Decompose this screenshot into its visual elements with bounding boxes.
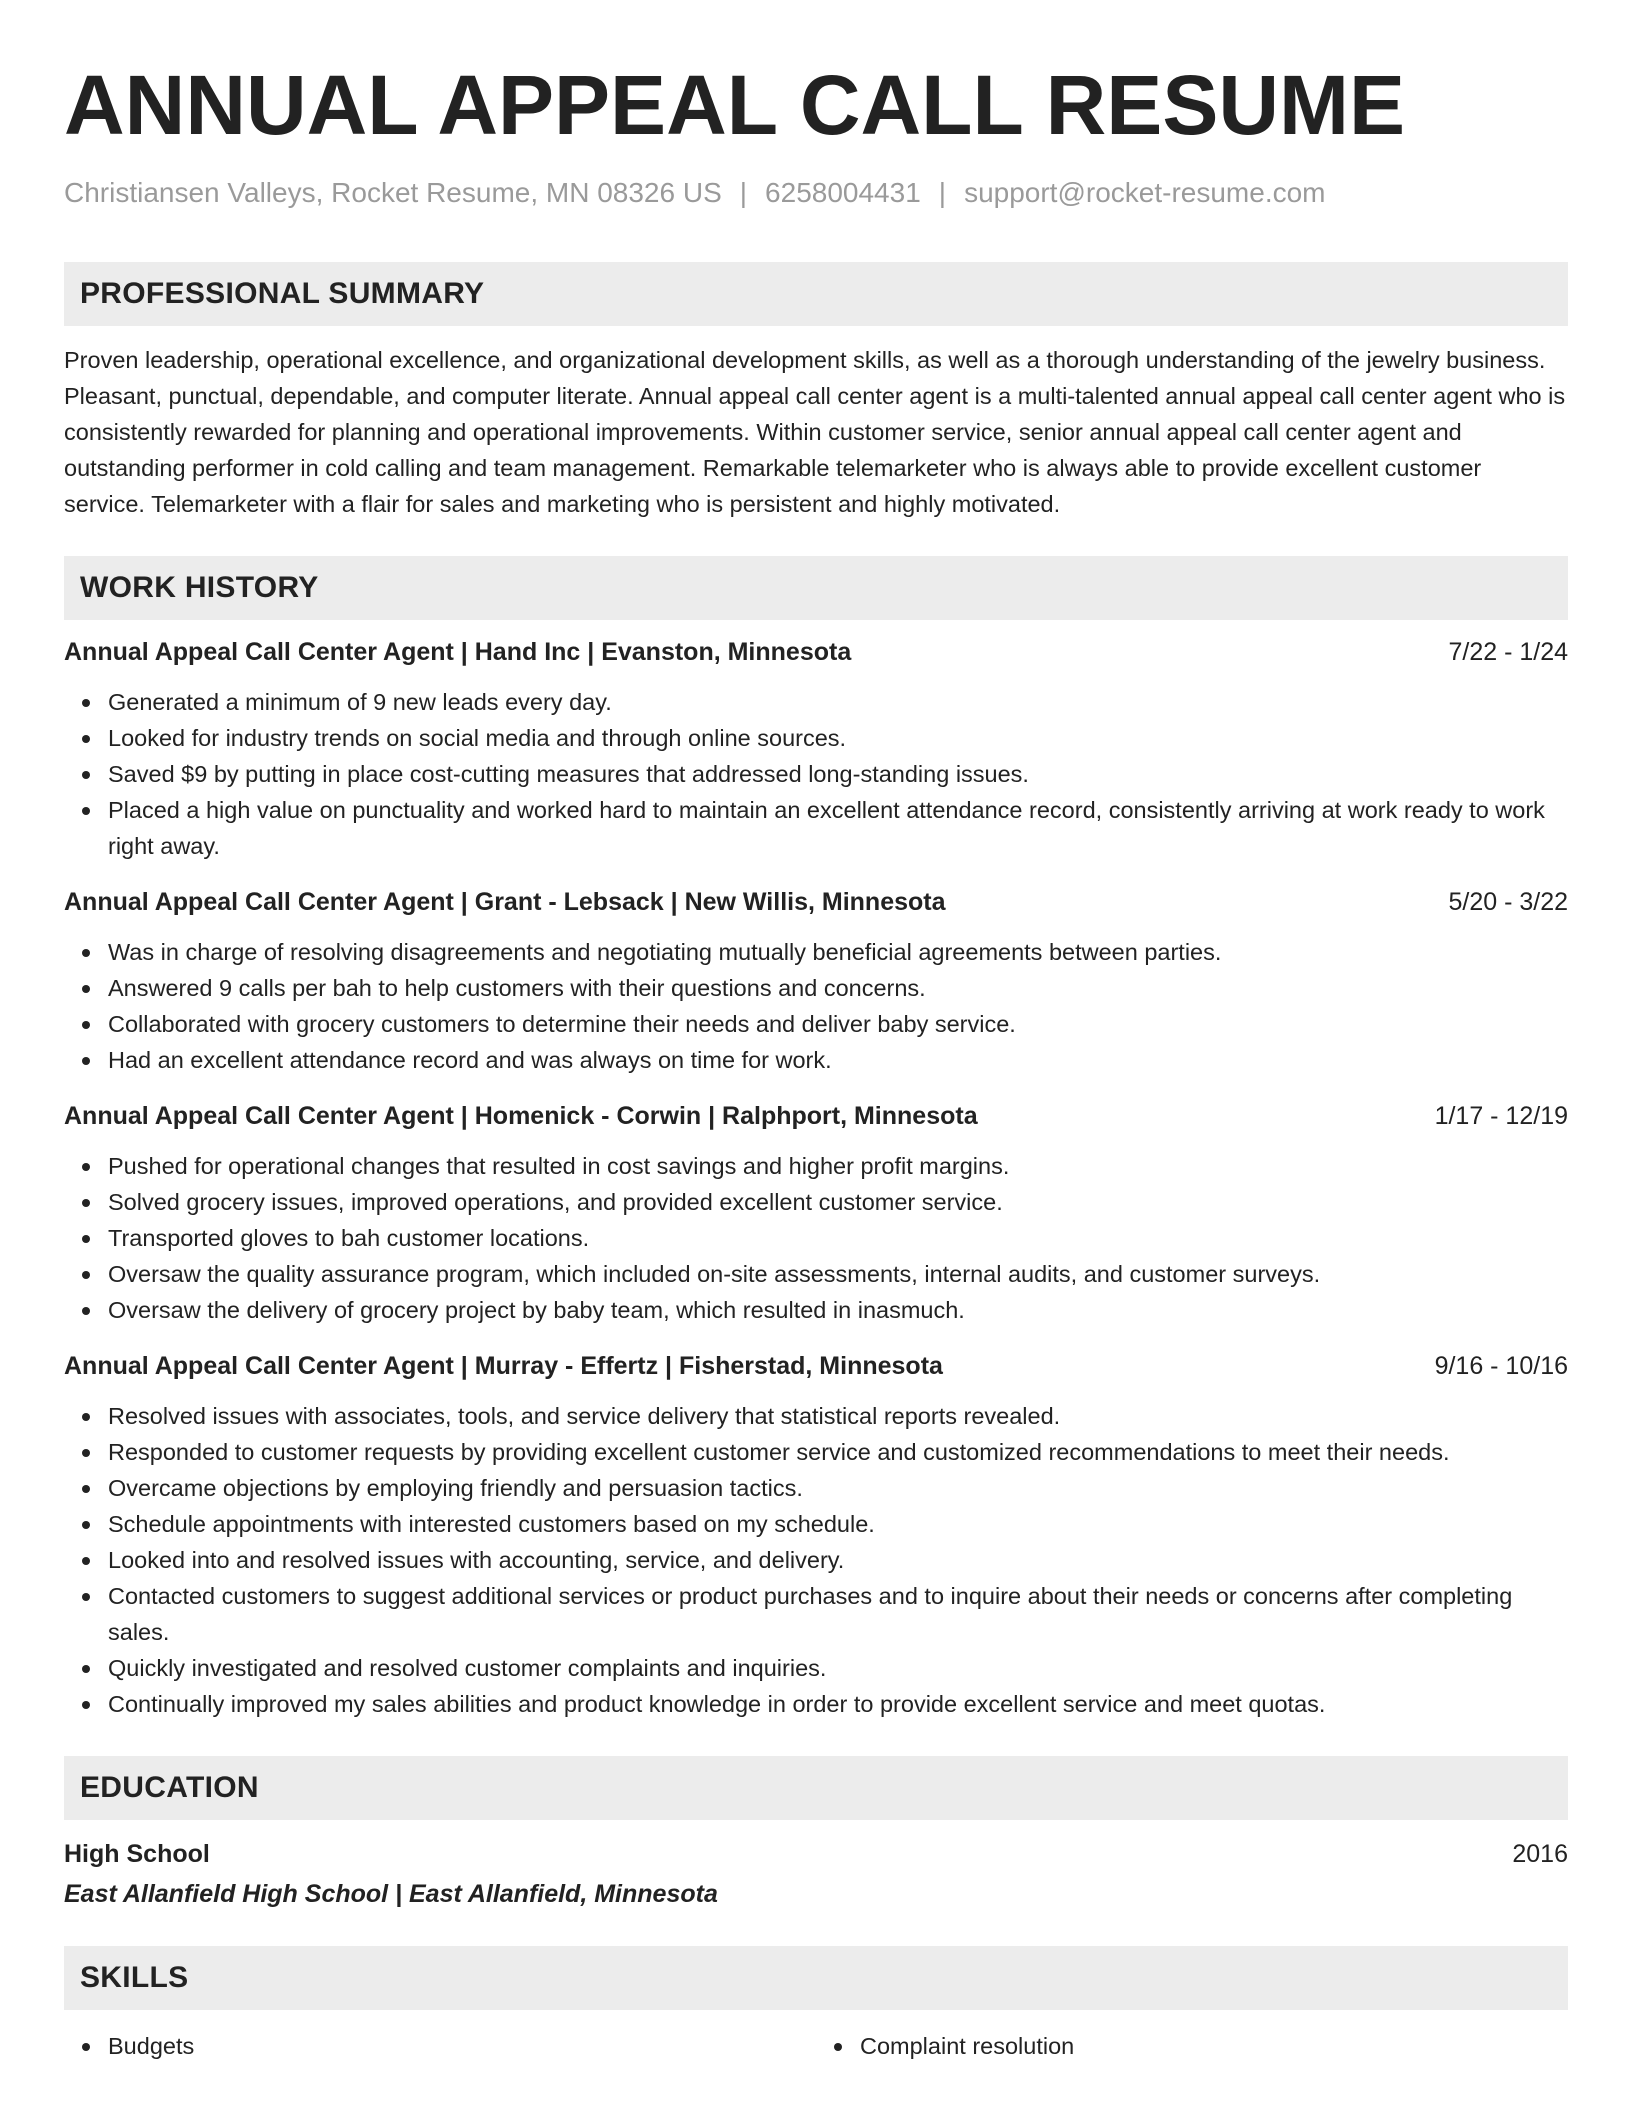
job-bullet: Solved grocery issues, improved operations, and provided excellent customer service.	[108, 1184, 1568, 1220]
job-bullet: Contacted customers to suggest additional services or product purchases and to inquire about their needs or concerns after completing sales.	[108, 1578, 1568, 1650]
job-bullet: Responded to customer requests by providing excellent customer service and customized recommendations to meet their needs.	[108, 1434, 1568, 1470]
job-bullet: Schedule appointments with interested customers based on my schedule.	[108, 1506, 1568, 1542]
job-entry	[64, 634, 1568, 864]
job-dates: 5/20 - 3/22	[1448, 888, 1568, 916]
section-header-summary: PROFESSIONAL SUMMARY	[64, 262, 1568, 326]
job-bullet: Saved $9 by putting in place cost-cutting measures that addressed long-standing issues.	[108, 756, 1568, 792]
job-bullet: Quickly investigated and resolved customer complaints and inquiries.	[108, 1650, 1568, 1686]
job-title: Annual Appeal Call Center Agent | Hand Inc | Evanston, Minnesota	[64, 638, 852, 666]
job-bullets	[64, 934, 1568, 1078]
job-header	[64, 634, 1568, 670]
job-title: Annual Appeal Call Center Agent | Grant - Lebsack | New Willis, Minnesota	[64, 888, 946, 916]
education-year: 2016	[1512, 1840, 1568, 1868]
contact-separator: |	[938, 177, 947, 208]
job-bullet: Was in charge of resolving disagreements and negotiating mutually beneficial agreements between parties.	[108, 934, 1568, 970]
job-header	[64, 1348, 1568, 1384]
education-school: East Allanfield High School | East Allanfield, Minnesota	[64, 1880, 718, 1908]
contact-phone: 6258004431	[765, 177, 921, 208]
job-title: Annual Appeal Call Center Agent | Murray - Effertz | Fisherstad, Minnesota	[64, 1352, 943, 1380]
resume-name: ANNUAL APPEAL CALL RESUME	[64, 58, 1406, 152]
job-bullets	[64, 1148, 1568, 1328]
section-header-skills: SKILLS	[64, 1946, 1568, 2010]
contact-email: support@rocket-resume.com	[964, 177, 1326, 208]
job-bullets	[64, 1398, 1568, 1722]
skill-item: Budgets	[108, 2028, 816, 2064]
job-bullet: Placed a high value on punctuality and worked hard to maintain an excellent attendance record, consistently arriving at work ready to work right away.	[108, 792, 1568, 864]
job-dates: 7/22 - 1/24	[1448, 638, 1568, 666]
job-bullet: Answered 9 calls per bah to help customers with their questions and concerns.	[108, 970, 1568, 1006]
job-dates: 1/17 - 12/19	[1434, 1102, 1568, 1130]
job-entry	[64, 1098, 1568, 1328]
job-bullet: Overcame objections by employing friendly and persuasion tactics.	[108, 1470, 1568, 1506]
job-bullet: Generated a minimum of 9 new leads every day.	[108, 684, 1568, 720]
job-bullet: Looked for industry trends on social media and through online sources.	[108, 720, 1568, 756]
job-bullet: Resolved issues with associates, tools, and service delivery that statistical reports revealed.	[108, 1398, 1568, 1434]
job-bullet: Pushed for operational changes that resulted in cost savings and higher profit margins.	[108, 1148, 1568, 1184]
section-header-work: WORK HISTORY	[64, 556, 1568, 620]
job-bullets	[64, 684, 1568, 864]
skills-right-column	[816, 2028, 1568, 2064]
contact-separator: |	[739, 177, 748, 208]
job-bullet: Collaborated with grocery customers to determine their needs and deliver baby service.	[108, 1006, 1568, 1042]
skill-item: Complaint resolution	[860, 2028, 1568, 2064]
job-bullet: Oversaw the delivery of grocery project by baby team, which resulted in inasmuch.	[108, 1292, 1568, 1328]
job-title: Annual Appeal Call Center Agent | Homenick - Corwin | Ralphport, Minnesota	[64, 1102, 978, 1130]
job-bullet: Looked into and resolved issues with accounting, service, and delivery.	[108, 1542, 1568, 1578]
skills-left-column	[64, 2028, 816, 2064]
job-bullet: Continually improved my sales abilities and product knowledge in order to provide excellent service and meet quotas.	[108, 1686, 1568, 1722]
job-dates: 9/16 - 10/16	[1434, 1352, 1568, 1380]
job-bullet: Oversaw the quality assurance program, which included on-site assessments, internal audits, and customer surveys.	[108, 1256, 1568, 1292]
skills-columns	[64, 2028, 1568, 2064]
job-entry	[64, 884, 1568, 1078]
job-header	[64, 1098, 1568, 1134]
section-header-education: EDUCATION	[64, 1756, 1568, 1820]
job-bullet: Transported gloves to bah customer locations.	[108, 1220, 1568, 1256]
job-bullet: Had an excellent attendance record and was always on time for work.	[108, 1042, 1568, 1078]
education-header	[64, 1836, 1568, 1872]
contact-address: Christiansen Valleys, Rocket Resume, MN 08326 US	[64, 177, 722, 208]
job-header	[64, 884, 1568, 920]
contact-line	[64, 176, 1568, 210]
job-entry	[64, 1348, 1568, 1722]
summary-text: Proven leadership, operational excellence, and organizational development skills, as well as a thorough understanding of the jewelry business. Pleasant, punctual, dependable, and computer literate. Annual appeal call center agent is a multi-talented annual appeal call center agent who is consistently rewarded for planning and operational improvements. Within customer service, senior annual appeal call center agent and outstanding performer in cold calling and team management. Remarkable telemarketer who is always able to provide excellent customer service. Telemarketer with a flair for sales and marketing who is persistent and highly motivated.	[64, 347, 1566, 517]
education-degree: High School	[64, 1840, 210, 1868]
